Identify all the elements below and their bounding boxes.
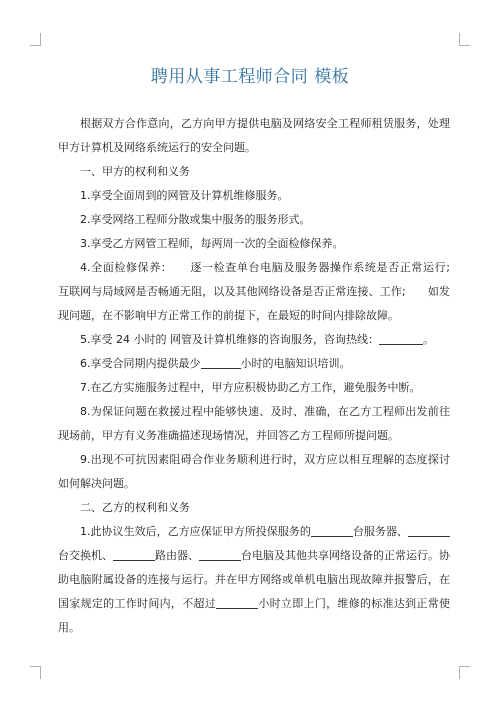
intro-paragraph: 根据双方合作意向，乙方向甲方提供电脑及网络安全工程师租赁服务，处理甲方计算机及网络系统运行的安全问题。: [58, 117, 450, 154]
clause-a3: 3.享受乙方网管工程师，每两周一次的全面检修保养。: [80, 237, 344, 250]
computer-count-blank[interactable]: [199, 548, 241, 561]
clause-b1-text-d: 路由器、: [155, 549, 199, 562]
section-heading-party-a: 一、甲方的权利和义务: [80, 165, 190, 178]
clause-a2: 2.享受网络工程师分散或集中服务的服务形式。: [80, 213, 311, 226]
clause-a4: 4.全面检修保养： 逐一检查单台电脑及服务器操作系统是否正常运行; 互联网与局域网是否畅通无阻，以及其他网络设备是否正常连接、工作; 如发现问题，在不影响甲方正常工作的前提下，在最短的时间内排除故障。: [58, 261, 472, 322]
clause-a7: 7.在乙方实施服务过程中，甲方应积极协助乙方工作，避免服务中断。: [80, 381, 421, 394]
document-body: [58, 112, 472, 640]
clause-b1-text-a: 1.此协议生效后，乙方应保证甲方所投保服务的: [80, 525, 311, 538]
corner-mark-bottom-left: [30, 666, 41, 679]
clause-b1: [58, 520, 450, 640]
document-title: 聘用从事工程师合同 模板: [150, 67, 350, 87]
clause-a5-end: 。: [422, 333, 434, 346]
hotline-blank[interactable]: [379, 332, 423, 345]
corner-mark-top-left: [30, 33, 41, 46]
clause-b1-text-b: 台服务器、: [352, 525, 409, 538]
clause-a6-end: 小时的电脑知识培训。: [240, 357, 351, 370]
clause-a5-text: 5.享受 24 小时的 网管及计算机维修的咨询服务，咨询热线：: [80, 333, 379, 346]
corner-mark-bottom-right: [459, 666, 470, 679]
clause-a1: 1.享受全面周到的网管及计算机维修服务。: [80, 189, 289, 202]
corner-mark-top-right: [459, 33, 470, 46]
clause-a6: [58, 352, 450, 376]
training-hours-blank[interactable]: [201, 356, 241, 369]
clause-a9: 9.出现不可抗因素阻碍合作业务顺利进行时，双方应以相互理解的态度探讨如何解决问题。: [58, 453, 450, 490]
clause-b1-text-e: 台电脑及其他共享网络设备的正常运行。协助电脑附属设备的连接与运行。并在甲方网络或单机电脑出现故障并报警后，在国家规定的工作时间内，不超过: [58, 549, 450, 610]
section-heading-party-b: 二、乙方的权利和义务: [80, 501, 190, 514]
clause-b1-text-f: 小时立即上门，维修的标准达到正常使用。: [58, 597, 451, 634]
server-count-blank[interactable]: [311, 524, 353, 537]
clause-a6-text: 6.享受合同期内提供最少: [80, 357, 201, 370]
switch-count-blank[interactable]: [408, 524, 450, 537]
router-count-blank[interactable]: [113, 548, 155, 561]
clause-a5: [58, 328, 450, 352]
clause-a8: 8.为保证问题在救援过程中能够快速、及时、准确，在乙方工程师出发前往现场前，甲方有义务准确描述现场情况，并回答乙方工程师所提问题。: [58, 405, 450, 442]
response-hours-blank[interactable]: [216, 596, 258, 609]
clause-b1-text-c: 台交换机、: [58, 549, 113, 562]
